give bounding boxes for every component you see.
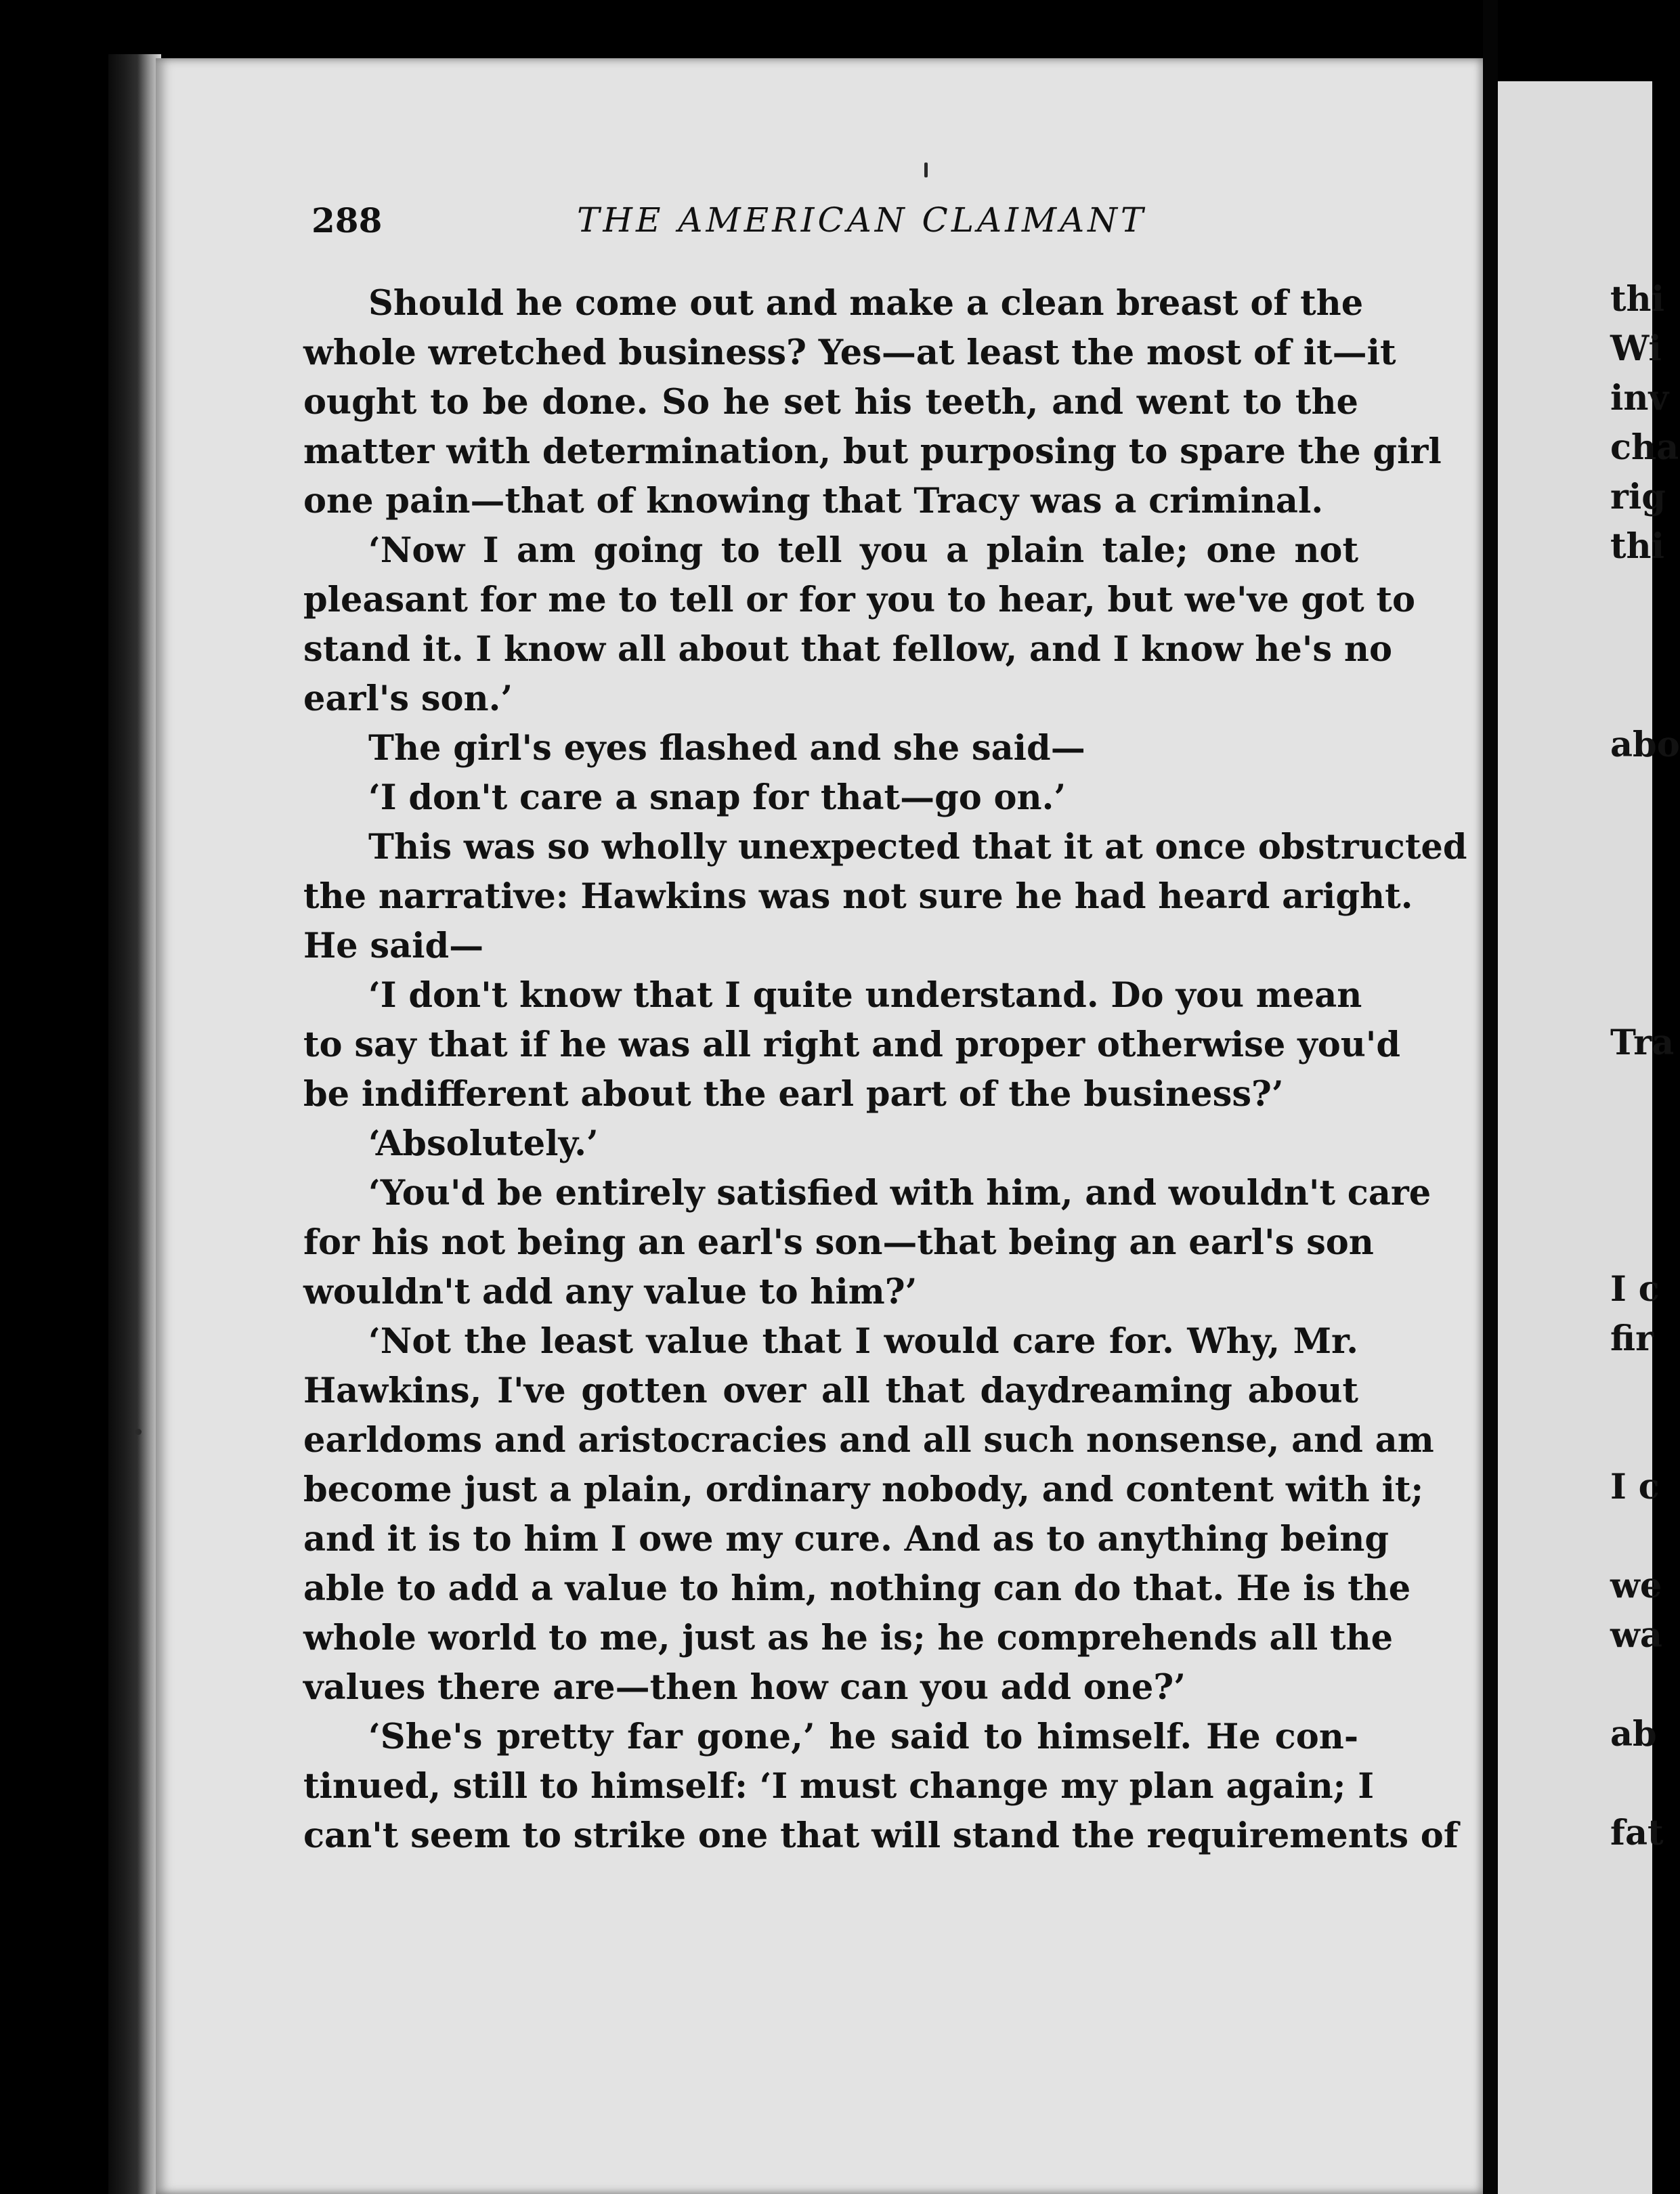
- page-speck: [924, 163, 928, 177]
- page-gutter: [1483, 0, 1498, 2194]
- text-line: Hawkins, I've gotten over all that daydreaming about: [303, 1371, 1358, 1411]
- text-line: ‘I don't know that I quite understand. Do you mean: [368, 975, 1362, 1016]
- text-line: become just a plain, ordinary nobody, and content with it;: [303, 1469, 1424, 1510]
- text-line: tinued, still to himself: ‘I must change my plan again; I: [303, 1766, 1375, 1807]
- facing-page-fragment: fir: [1610, 1318, 1654, 1359]
- page-speck: [135, 1429, 142, 1435]
- paragraph: [303, 279, 1442, 526]
- text-line: stand it. I know all about that fellow, and I know he's no: [303, 629, 1392, 670]
- text-line: the narrative: Hawkins was not sure he had heard aright.: [303, 876, 1413, 917]
- facing-page-fragment: fat: [1610, 1813, 1664, 1853]
- paragraph: [303, 823, 1467, 971]
- text-line: wouldn't add any value to him?’: [303, 1272, 918, 1312]
- book-title: THE AMERICAN CLAIMANT: [577, 200, 1147, 240]
- text-line: This was so wholly unexpected that it at once obstructed: [368, 827, 1467, 867]
- facing-page-fragment: I c: [1610, 1269, 1660, 1310]
- paragraph: [303, 1713, 1459, 1861]
- facing-page: [1498, 81, 1680, 2194]
- paragraph: [303, 526, 1415, 724]
- paragraph: [303, 724, 1358, 773]
- text-line: The girl's eyes flashed and she said—: [368, 728, 1085, 769]
- book-binding-edge: [108, 54, 161, 2194]
- page-number: 288: [311, 200, 383, 240]
- text-line: one pain—that of knowing that Tracy was a criminal.: [303, 481, 1324, 521]
- text-line: ‘She's pretty far gone,’ he said to himself. He con-: [368, 1717, 1358, 1757]
- text-line: be indifferent about the earl part of the business?’: [303, 1074, 1284, 1115]
- running-head: [311, 200, 1368, 255]
- paragraph: [303, 1119, 1358, 1169]
- text-line: He said—: [303, 926, 484, 966]
- text-line: ‘I don't care a snap for that—go on.’: [368, 777, 1067, 818]
- paragraph: [303, 971, 1401, 1119]
- text-line: and it is to him I owe my cure. And as to anything being: [303, 1519, 1390, 1560]
- facing-page-fragment: we: [1610, 1566, 1662, 1606]
- facing-page-fragment: Wi: [1610, 328, 1662, 369]
- text-line: to say that if he was all right and proper otherwise you'd: [303, 1025, 1401, 1065]
- text-line: values there are—then how can you add one?’: [303, 1667, 1186, 1708]
- facing-page-fragment: wa: [1610, 1615, 1662, 1656]
- body-text: [303, 279, 1467, 1861]
- paragraph: [303, 773, 1358, 823]
- text-line: pleasant for me to tell or for you to hear, but we've got to: [303, 580, 1415, 620]
- text-line: whole world to me, just as he is; he comprehends all the: [303, 1618, 1394, 1658]
- facing-page-fragment: I c: [1610, 1467, 1660, 1507]
- facing-page-fragment: ab: [1610, 1714, 1657, 1755]
- facing-page-fragment: cha: [1610, 427, 1679, 468]
- text-line: able to add a value to him, nothing can do that. He is the: [303, 1568, 1411, 1609]
- text-line: earldoms and aristocracies and all such nonsense, and am: [303, 1420, 1434, 1461]
- text-line: ‘Now I am going to tell you a plain tale; one not: [368, 530, 1358, 571]
- text-line: whole wretched business? Yes—at least the most of it—it: [303, 332, 1396, 373]
- facing-page-fragment: Tra: [1610, 1023, 1675, 1063]
- text-line: can't seem to strike one that will stand the requirements of: [303, 1815, 1459, 1856]
- text-line: ‘You'd be entirely satisfied with him, and wouldn't care: [368, 1173, 1431, 1213]
- facing-page-fragment: abo: [1610, 725, 1680, 765]
- text-line: matter with determination, but purposing to spare the girl: [303, 431, 1442, 472]
- paragraph: [303, 1169, 1431, 1317]
- text-line: ought to be done. So he set his teeth, and went to the: [303, 382, 1358, 423]
- text-line: ‘Not the least value that I would care for. Why, Mr.: [368, 1321, 1358, 1362]
- text-line: earl's son.’: [303, 679, 513, 719]
- text-line: for his not being an earl's son—that being an earl's son: [303, 1222, 1374, 1263]
- text-line: Should he come out and make a clean breast of the: [368, 283, 1364, 324]
- facing-page-fragment: thi: [1610, 526, 1665, 567]
- facing-page-text: [1498, 81, 1680, 2194]
- facing-page-fragment: rig: [1610, 477, 1666, 517]
- facing-page-fragment: thi: [1610, 279, 1665, 320]
- text-line: ‘Absolutely.’: [368, 1123, 599, 1164]
- paragraph: [303, 1317, 1434, 1713]
- facing-page-fragment: inv: [1610, 378, 1669, 418]
